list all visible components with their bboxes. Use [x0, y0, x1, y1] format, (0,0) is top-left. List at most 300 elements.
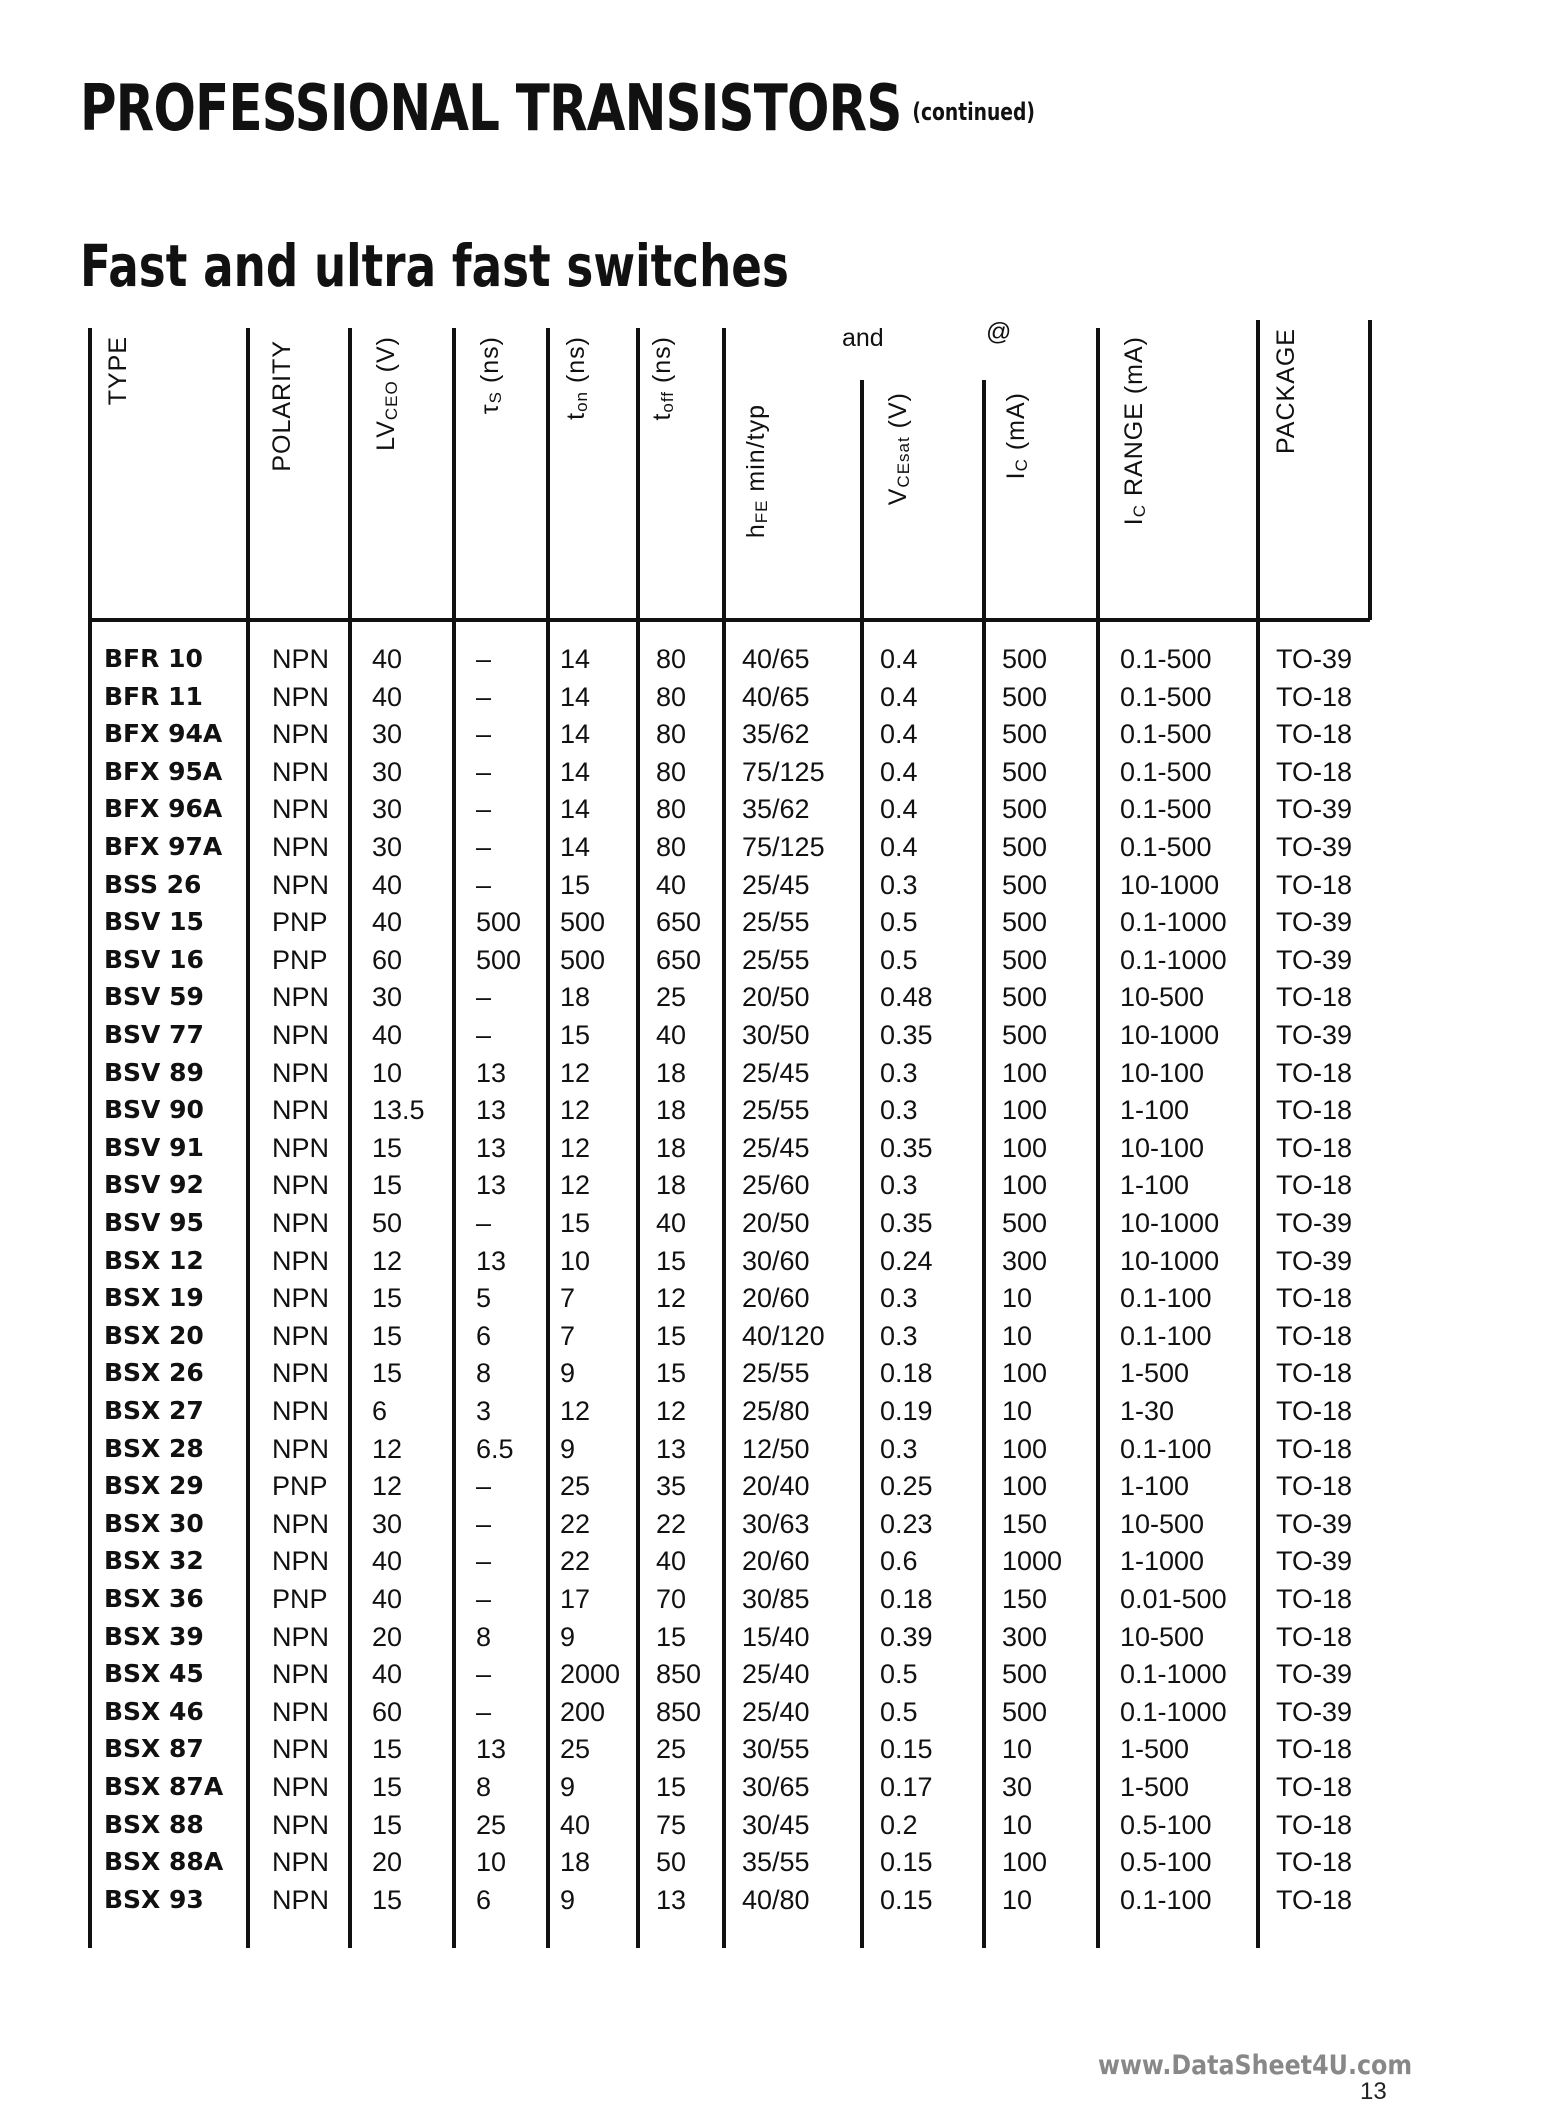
cell-ic-range: 0.1-500: [1120, 719, 1212, 749]
cell-type: BSX 28: [104, 1434, 204, 1463]
cell-type: BSX 45: [104, 1659, 204, 1688]
cell-ic-range: 10-100: [1120, 1058, 1205, 1088]
cell-polarity: NPN: [272, 1659, 330, 1689]
table-row: [0, 682, 1552, 720]
cell-toff: 15: [656, 1321, 687, 1351]
cell-lvceo: 20: [372, 1847, 403, 1877]
cell-hfe: 25/45: [742, 1058, 810, 1088]
cell-polarity: NPN: [272, 794, 330, 824]
ts-sub: S: [486, 391, 505, 404]
cell-package: TO-18: [1276, 1358, 1353, 1388]
cell-ts: –: [476, 870, 492, 900]
cell-ic: 500: [1002, 682, 1048, 712]
cell-lvceo: 50: [372, 1208, 403, 1238]
cell-package: TO-18: [1276, 1622, 1353, 1652]
cell-ts: 10: [476, 1847, 507, 1877]
cell-vcesat: 0.39: [880, 1622, 933, 1652]
cell-package: TO-39: [1276, 1246, 1353, 1276]
cell-ic: 30: [1002, 1772, 1033, 1802]
cell-polarity: PNP: [272, 945, 328, 975]
cell-toff: 650: [656, 945, 702, 975]
page-number: 13: [1360, 2078, 1387, 2105]
cell-package: TO-18: [1276, 682, 1353, 712]
cell-lvceo: 40: [372, 907, 403, 937]
cell-package: TO-18: [1276, 1772, 1353, 1802]
cell-hfe: 25/40: [742, 1659, 810, 1689]
cell-ton: 25: [560, 1734, 591, 1764]
cell-ts: 6.5: [476, 1434, 514, 1464]
cell-ts: –: [476, 1208, 492, 1238]
cell-polarity: PNP: [272, 907, 328, 937]
cell-ton: 10: [560, 1246, 591, 1276]
table-row: [0, 1358, 1552, 1396]
cell-ton: 14: [560, 794, 591, 824]
cell-ton: 9: [560, 1434, 576, 1464]
header-ic-range: [1120, 336, 1150, 525]
cell-type: BSS 26: [104, 870, 202, 899]
cell-ic-range: 1-500: [1120, 1358, 1190, 1388]
cell-package: TO-18: [1276, 1434, 1353, 1464]
cell-polarity: NPN: [272, 1734, 330, 1764]
cell-polarity: NPN: [272, 1697, 330, 1727]
cell-hfe: 35/62: [742, 719, 810, 749]
cell-ton: 12: [560, 1058, 591, 1088]
cell-ts: 8: [476, 1622, 492, 1652]
cell-lvceo: 15: [372, 1734, 403, 1764]
table-row: [0, 1622, 1552, 1660]
table-row: [0, 1283, 1552, 1321]
table-row: [0, 1133, 1552, 1171]
ton-main: t: [562, 411, 590, 420]
cell-ic-range: 0.1-1000: [1120, 945, 1227, 975]
cell-package: TO-18: [1276, 757, 1353, 787]
cell-hfe: 30/65: [742, 1772, 810, 1802]
table-row: [0, 1170, 1552, 1208]
vce-unit: (V): [884, 392, 912, 437]
icr-main: I: [1120, 517, 1148, 526]
cell-type: BSX 27: [104, 1396, 204, 1425]
cell-ton: 14: [560, 832, 591, 862]
cell-ic-range: 10-100: [1120, 1133, 1205, 1163]
cell-lvceo: 40: [372, 1546, 403, 1576]
cell-hfe: 25/55: [742, 1095, 810, 1125]
cell-toff: 650: [656, 907, 702, 937]
header-ton: [562, 336, 592, 420]
cell-package: TO-18: [1276, 1471, 1353, 1501]
cell-ton: 2000: [560, 1659, 621, 1689]
cell-polarity: NPN: [272, 1133, 330, 1163]
cell-ton: 25: [560, 1471, 591, 1501]
cell-type: BSX 87A: [104, 1772, 224, 1801]
cell-toff: 850: [656, 1659, 702, 1689]
cell-package: TO-18: [1276, 719, 1353, 749]
cell-lvceo: 30: [372, 757, 403, 787]
toff-main: t: [648, 412, 676, 421]
cell-ic-range: 0.5-100: [1120, 1810, 1212, 1840]
cell-ton: 22: [560, 1546, 591, 1576]
cell-toff: 80: [656, 757, 687, 787]
cell-ic: 100: [1002, 1434, 1048, 1464]
cell-vcesat: 0.5: [880, 945, 918, 975]
cell-polarity: NPN: [272, 1208, 330, 1238]
cell-lvceo: 10: [372, 1058, 403, 1088]
cell-type: BSX 36: [104, 1584, 204, 1613]
cell-vcesat: 0.3: [880, 1434, 918, 1464]
cell-vcesat: 0.2: [880, 1810, 918, 1840]
cell-ic-range: 0.1-1000: [1120, 907, 1227, 937]
cell-lvceo: 12: [372, 1471, 403, 1501]
table-row: [0, 1471, 1552, 1509]
cell-type: BSX 87: [104, 1734, 204, 1763]
cell-toff: 850: [656, 1697, 702, 1727]
cell-hfe: 25/55: [742, 945, 810, 975]
vce-sub: CEsat: [894, 436, 913, 488]
cell-type: BFX 94A: [104, 719, 223, 748]
cell-type: BSX 39: [104, 1622, 204, 1651]
cell-ic-range: 10-500: [1120, 1509, 1205, 1539]
cell-vcesat: 0.3: [880, 1283, 918, 1313]
cell-vcesat: 0.35: [880, 1133, 933, 1163]
hfe-sub: FE: [752, 499, 771, 524]
cell-lvceo: 12: [372, 1246, 403, 1276]
cell-ts: –: [476, 982, 492, 1012]
cell-package: TO-18: [1276, 1133, 1353, 1163]
cell-vcesat: 0.35: [880, 1020, 933, 1050]
cell-type: BFX 97A: [104, 832, 223, 861]
cell-polarity: NPN: [272, 1396, 330, 1426]
col-divider: [1368, 320, 1372, 620]
cell-lvceo: 15: [372, 1321, 403, 1351]
cell-vcesat: 0.6: [880, 1546, 918, 1576]
cell-vcesat: 0.3: [880, 870, 918, 900]
cell-vcesat: 0.23: [880, 1509, 933, 1539]
cell-hfe: 40/65: [742, 644, 810, 674]
cell-type: BFR 11: [104, 682, 203, 711]
cell-toff: 80: [656, 794, 687, 824]
cell-package: TO-18: [1276, 982, 1353, 1012]
cell-ts: –: [476, 794, 492, 824]
cell-ic-range: 10-1000: [1120, 1246, 1220, 1276]
cell-type: BFX 96A: [104, 794, 223, 823]
cell-lvceo: 40: [372, 644, 403, 674]
cell-ic-range: 0.1-500: [1120, 644, 1212, 674]
cell-ic: 10: [1002, 1810, 1033, 1840]
cell-polarity: NPN: [272, 1622, 330, 1652]
cell-ic: 300: [1002, 1622, 1048, 1652]
cell-ic: 500: [1002, 870, 1048, 900]
cell-package: TO-18: [1276, 1810, 1353, 1840]
cell-package: TO-39: [1276, 644, 1353, 674]
cell-toff: 15: [656, 1622, 687, 1652]
cell-hfe: 25/40: [742, 1697, 810, 1727]
cell-lvceo: 30: [372, 719, 403, 749]
cell-ton: 14: [560, 682, 591, 712]
cell-ic-range: 10-1000: [1120, 1208, 1220, 1238]
cell-ic: 100: [1002, 1170, 1048, 1200]
lv-unit: (V): [372, 336, 400, 381]
cell-lvceo: 60: [372, 945, 403, 975]
cell-ton: 14: [560, 757, 591, 787]
cell-vcesat: 0.4: [880, 832, 918, 862]
cell-vcesat: 0.4: [880, 794, 918, 824]
cell-ton: 9: [560, 1622, 576, 1652]
cell-ts: –: [476, 1471, 492, 1501]
cell-polarity: NPN: [272, 1246, 330, 1276]
cell-hfe: 20/60: [742, 1546, 810, 1576]
cell-ton: 14: [560, 644, 591, 674]
cell-ts: 500: [476, 907, 522, 937]
cell-hfe: 30/60: [742, 1246, 810, 1276]
header-toff: [648, 336, 678, 421]
cell-polarity: NPN: [272, 1283, 330, 1313]
table-row: [0, 757, 1552, 795]
cell-ic-range: 0.01-500: [1120, 1584, 1227, 1614]
cell-lvceo: 40: [372, 870, 403, 900]
section-subtitle: Fast and ultra fast switches: [80, 232, 789, 300]
cell-type: BSX 88: [104, 1810, 204, 1839]
cell-lvceo: 30: [372, 1509, 403, 1539]
cell-ton: 500: [560, 945, 606, 975]
cell-hfe: 25/80: [742, 1396, 810, 1426]
cell-ic-range: 0.1-500: [1120, 832, 1212, 862]
cell-ic: 300: [1002, 1246, 1048, 1276]
cell-type: BSX 46: [104, 1697, 204, 1726]
cell-ic-range: 0.1-500: [1120, 757, 1212, 787]
vce-main: V: [884, 487, 912, 506]
cell-ton: 12: [560, 1396, 591, 1426]
cell-ts: 6: [476, 1885, 492, 1915]
cell-ic: 500: [1002, 945, 1048, 975]
cell-hfe: 75/125: [742, 832, 825, 862]
table-row: [0, 1208, 1552, 1246]
icr-sub: C: [1130, 503, 1149, 518]
cell-package: TO-18: [1276, 1396, 1353, 1426]
cell-ic-range: 1-100: [1120, 1471, 1190, 1501]
header-ic: [1002, 392, 1032, 479]
cell-lvceo: 15: [372, 1358, 403, 1388]
cell-ic: 500: [1002, 1697, 1048, 1727]
cell-polarity: NPN: [272, 1095, 330, 1125]
cell-ic: 1000: [1002, 1546, 1063, 1576]
table-row: [0, 644, 1552, 682]
header-type: TYPE: [104, 336, 132, 406]
cell-ts: 6: [476, 1321, 492, 1351]
cell-ic: 500: [1002, 832, 1048, 862]
cell-polarity: NPN: [272, 1772, 330, 1802]
cell-hfe: 25/55: [742, 1358, 810, 1388]
cell-lvceo: 15: [372, 1170, 403, 1200]
cell-ton: 200: [560, 1697, 606, 1727]
table-row: [0, 1810, 1552, 1848]
cell-toff: 12: [656, 1283, 687, 1313]
cell-package: TO-18: [1276, 1847, 1353, 1877]
header-package: PACKAGE: [1272, 328, 1300, 455]
cell-toff: 25: [656, 982, 687, 1012]
cell-toff: 80: [656, 682, 687, 712]
cell-ic-range: 0.1-500: [1120, 794, 1212, 824]
table-row: [0, 1584, 1552, 1622]
cell-ic-range: 10-500: [1120, 982, 1205, 1012]
cell-toff: 15: [656, 1246, 687, 1276]
cell-lvceo: 40: [372, 1020, 403, 1050]
cell-ts: –: [476, 1697, 492, 1727]
table-row: [0, 945, 1552, 983]
cell-vcesat: 0.15: [880, 1847, 933, 1877]
cell-vcesat: 0.19: [880, 1396, 933, 1426]
cell-package: TO-39: [1276, 832, 1353, 862]
cell-hfe: 30/63: [742, 1509, 810, 1539]
cell-hfe: 40/120: [742, 1321, 825, 1351]
cell-ts: 13: [476, 1058, 507, 1088]
cell-hfe: 25/60: [742, 1170, 810, 1200]
cell-ic: 500: [1002, 1659, 1048, 1689]
cell-lvceo: 40: [372, 1659, 403, 1689]
cell-ic: 150: [1002, 1584, 1048, 1614]
cell-type: BSX 19: [104, 1283, 204, 1312]
cell-vcesat: 0.24: [880, 1246, 933, 1276]
cell-ic: 100: [1002, 1095, 1048, 1125]
cell-lvceo: 15: [372, 1772, 403, 1802]
cell-ton: 9: [560, 1885, 576, 1915]
table-row: [0, 1885, 1552, 1923]
cell-ic: 10: [1002, 1396, 1033, 1426]
toff-unit: (ns): [648, 336, 676, 391]
cell-polarity: PNP: [272, 1471, 328, 1501]
cell-polarity: NPN: [272, 1170, 330, 1200]
header-polarity: POLARITY: [268, 340, 296, 472]
cell-vcesat: 0.17: [880, 1772, 933, 1802]
cell-package: TO-18: [1276, 1734, 1353, 1764]
cell-ton: 17: [560, 1584, 591, 1614]
cell-ton: 7: [560, 1283, 576, 1313]
cell-type: BSX 32: [104, 1546, 204, 1575]
cell-ic-range: 1-30: [1120, 1396, 1175, 1426]
cell-ic: 10: [1002, 1321, 1033, 1351]
cell-vcesat: 0.3: [880, 1095, 918, 1125]
cell-vcesat: 0.5: [880, 1697, 918, 1727]
cell-ts: –: [476, 719, 492, 749]
cell-polarity: NPN: [272, 1434, 330, 1464]
cell-ton: 18: [560, 982, 591, 1012]
cell-ic: 500: [1002, 794, 1048, 824]
cell-ts: –: [476, 1584, 492, 1614]
icr-unit: RANGE (mA): [1120, 336, 1148, 504]
cell-polarity: NPN: [272, 1321, 330, 1351]
title-text: PROFESSIONAL TRANSISTORS: [80, 72, 902, 146]
cell-type: BFR 10: [104, 644, 203, 673]
cell-ton: 40: [560, 1810, 591, 1840]
cell-package: TO-18: [1276, 1058, 1353, 1088]
cell-vcesat: 0.15: [880, 1734, 933, 1764]
cell-ts: –: [476, 644, 492, 674]
cell-package: TO-39: [1276, 1546, 1353, 1576]
cell-ts: 500: [476, 945, 522, 975]
cell-ic: 10: [1002, 1283, 1033, 1313]
cell-type: BSX 20: [104, 1321, 204, 1350]
cell-ton: 9: [560, 1772, 576, 1802]
header-ts: [476, 336, 506, 414]
cell-polarity: NPN: [272, 982, 330, 1012]
cell-hfe: 30/45: [742, 1810, 810, 1840]
cell-ton: 500: [560, 907, 606, 937]
cell-type: BSX 93: [104, 1885, 204, 1914]
cell-ic: 150: [1002, 1509, 1048, 1539]
cell-ton: 9: [560, 1358, 576, 1388]
cell-ic-range: 0.1-1000: [1120, 1697, 1227, 1727]
cell-lvceo: 30: [372, 794, 403, 824]
cell-package: TO-18: [1276, 1095, 1353, 1125]
cell-hfe: 20/60: [742, 1283, 810, 1313]
cell-hfe: 25/55: [742, 907, 810, 937]
cell-lvceo: 30: [372, 982, 403, 1012]
cell-ic: 500: [1002, 719, 1048, 749]
ic-sub: C: [1012, 458, 1031, 472]
cell-hfe: 35/62: [742, 794, 810, 824]
table-row: [0, 1246, 1552, 1284]
cell-ts: –: [476, 1020, 492, 1050]
cell-type: BSV 91: [104, 1133, 204, 1162]
header-and: and: [842, 324, 884, 352]
hfe-unit: min/typ: [742, 404, 770, 500]
cell-toff: 18: [656, 1133, 687, 1163]
cell-polarity: NPN: [272, 719, 330, 749]
cell-polarity: NPN: [272, 1020, 330, 1050]
cell-ic: 10: [1002, 1885, 1033, 1915]
cell-ic-range: 0.1-1000: [1120, 1659, 1227, 1689]
cell-ts: 13: [476, 1095, 507, 1125]
cell-toff: 80: [656, 719, 687, 749]
cell-lvceo: 40: [372, 1584, 403, 1614]
cell-lvceo: 6: [372, 1396, 388, 1426]
cell-vcesat: 0.18: [880, 1584, 933, 1614]
ic-main: I: [1002, 471, 1030, 480]
cell-polarity: NPN: [272, 757, 330, 787]
cell-ic-range: 0.1-100: [1120, 1885, 1212, 1915]
watermark: www.DataSheet4U.com: [1098, 2050, 1413, 2081]
table-row: [0, 719, 1552, 757]
lv-main: LV: [372, 420, 400, 451]
cell-ic-range: 0.5-100: [1120, 1847, 1212, 1877]
cell-ic: 100: [1002, 1847, 1048, 1877]
cell-hfe: 20/40: [742, 1471, 810, 1501]
cell-toff: 18: [656, 1058, 687, 1088]
cell-type: BSV 89: [104, 1058, 204, 1087]
table-row: [0, 1058, 1552, 1096]
cell-toff: 18: [656, 1170, 687, 1200]
cell-ic: 500: [1002, 1208, 1048, 1238]
ton-sub: on: [572, 391, 591, 412]
cell-ton: 7: [560, 1321, 576, 1351]
ts-main: τ: [476, 403, 504, 415]
cell-ic: 100: [1002, 1133, 1048, 1163]
table-row: [0, 907, 1552, 945]
cell-type: BSX 30: [104, 1509, 204, 1538]
cell-package: TO-18: [1276, 1321, 1353, 1351]
cell-toff: 50: [656, 1847, 687, 1877]
cell-ic-range: 10-1000: [1120, 1020, 1220, 1050]
cell-package: TO-18: [1276, 1584, 1353, 1614]
cell-ic-range: 0.1-100: [1120, 1321, 1212, 1351]
cell-ton: 12: [560, 1095, 591, 1125]
cell-lvceo: 15: [372, 1885, 403, 1915]
header-vcesat: [884, 392, 914, 505]
cell-ts: 13: [476, 1246, 507, 1276]
table-row: [0, 1396, 1552, 1434]
cell-vcesat: 0.4: [880, 644, 918, 674]
cell-package: TO-39: [1276, 1208, 1353, 1238]
ton-unit: (ns): [562, 336, 590, 391]
cell-package: TO-39: [1276, 945, 1353, 975]
